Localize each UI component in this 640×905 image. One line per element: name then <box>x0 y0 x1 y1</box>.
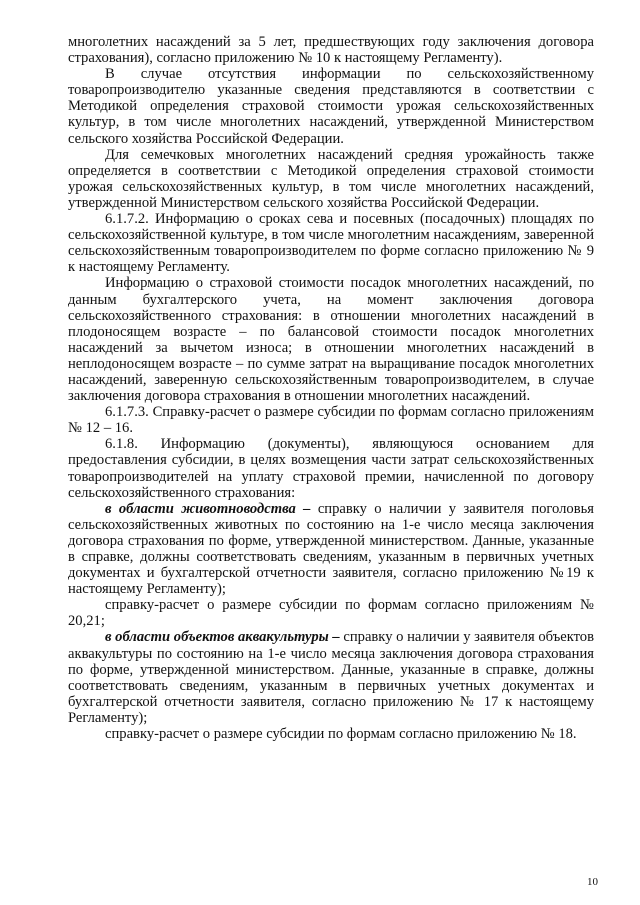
page-number: 10 <box>587 876 598 888</box>
paragraph: многолетних насаждений за 5 лет, предшествующих году заключения договора страхования), согласно приложению № 10 к настоящему Регламенту). <box>68 34 594 67</box>
paragraph: Для семечковых многолетних насаждений средняя урожайность также определяется в соответствии с Методикой определения страховой стоимости урожая сельскохозяйственных культур, в том числе многолетних насаждений, утвержденной Министерством сельского хозяйства Российской Федерации. <box>68 146 594 211</box>
paragraph: Информацию о страховой стоимости посадок многолетних насаждений, по данным бухгалтерского учета, на момент заключения договора сельскохозяйственного страхования: в отношении многолетних насаждений в плодоносящем возрасте – по балансовой стоимости посадок многолетних насаждений за вычетом износа; в отношении многолетних насаждений в неплодоносящем возрасте – по сумме затрат на выращивание посадок многолетних насаждений, заверенную сельскохозяйственным товаропроизводителем, в случае заключения договора страхования в отношении многолетних насаждений. <box>68 275 594 405</box>
paragraph <box>68 629 594 726</box>
paragraph: В случае отсутствия информации по сельскохозяйственному товаропроизводителю указанные сведения представляются в соответствии с Методикой определения страховой стоимости урожая сельскохозяйственных культур, в том числе многолетних насаждений, утвержденной Министерством сельского хозяйства Российской Федерации. <box>68 66 594 147</box>
paragraph-text: справку о наличии у заявителя поголовья сельскохозяйственных животных по состоянию на 1-е число месяца заключения договора страхования по форме, утвержденной министерством. Данные, указанные в справке, должны соответствовать сведениям, указанным в первичных учетных документах и бухгалтерской отчетности заявителя, согласно приложению №19 к настоящему Регламенту); <box>68 500 594 598</box>
paragraph: справку-расчет о размере субсидии по формам согласно приложению № 18. <box>105 726 577 743</box>
paragraph: справку-расчет о размере субсидии по формам согласно приложениям № 20,21; <box>68 597 594 630</box>
paragraph-text: справку о наличии у заявителя объектов аквакультуры по состоянию на 1-е число месяца заключения договора страхования по форме, утвержденной министерством. Данные, указанные в справке, должны соответствовать сведениям, указанным в первичных учетных документах и бухгалтерской отчетности заявителя, согласно приложению № 17 к настоящему Регламенту); <box>68 629 594 726</box>
paragraph-lead: в области животноводства – <box>105 500 311 517</box>
paragraph: 6.1.8. Информацию (документы), являющуюся основанием для предоставления субсидии, в целях возмещения части затрат сельскохозяйственных товаропроизводителей на уплату страховой премии, начисленной по договору сельскохозяйственного страхования: <box>68 436 594 501</box>
paragraph-lead: в области объектов аквакультуры – <box>105 629 340 646</box>
paragraph: 6.1.7.3. Справку-расчет о размере субсидии по формам согласно приложениям № 12 – 16. <box>68 404 594 437</box>
paragraph <box>68 501 594 598</box>
document-body <box>68 34 594 742</box>
paragraph: 6.1.7.2. Информацию о сроках сева и посевных (посадочных) площадях по сельскохозяйственной культуре, в том числе многолетним насаждениям, заверенной сельскохозяйственным товаропроизводителем по форме согласно приложению № 9 к настоящему Регламенту. <box>68 211 594 276</box>
